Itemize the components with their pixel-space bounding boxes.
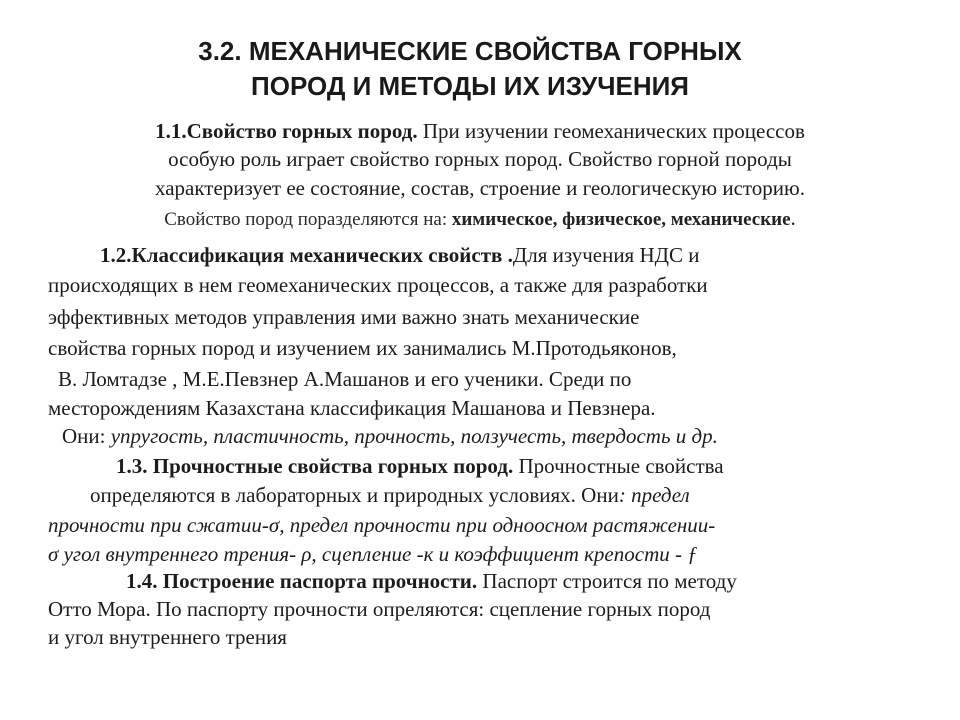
section-2-line-5: В. Ломтадзе , М.Е.Певзнер А.Машанов и его ученики. Среди по xyxy=(58,367,632,391)
section-2-line-2: происходящих в нем геомеханических процессов, а также для разработки xyxy=(48,273,708,297)
section-2-line-1-text: Для изучения НДС и xyxy=(512,243,700,267)
section-2-line-7-lead: Они: xyxy=(62,424,111,448)
section-3-line-2 xyxy=(90,482,690,509)
section-3-line-1 xyxy=(116,453,724,480)
section-2-line-4: свойства горных пород и изучением их занимались М.Протодьяконов, xyxy=(48,336,677,360)
page-title-line-1: 3.2. МЕХАНИЧЕСКИЕ СВОЙСТВА ГОРНЫХ xyxy=(198,36,742,66)
section-1-line-1 xyxy=(0,118,960,145)
page-title-line-2: ПОРОД И МЕТОДЫ ИХ ИЗУЧЕНИЯ xyxy=(251,71,689,101)
section-3-heading: 1.3. Прочностные свойства горных пород. xyxy=(116,454,514,478)
section-3-line-3-text: прочности при сжатии-σ, предел прочности при одноосном растяжении- xyxy=(48,513,716,537)
section-2-line-6: месторождениям Казахстана классификация Машанова и Певзнера. xyxy=(48,396,656,420)
section-1-heading: 1.1.Свойство горных пород. xyxy=(155,119,418,143)
properties-list: упругость, пластичность, прочность, ползучесть, твердость и др. xyxy=(110,424,718,448)
section-3-line-2-italic: : предел xyxy=(618,483,690,507)
section-4-line-3: и угол внутреннего трения xyxy=(48,625,287,649)
property-types: химическое, физическое, механические xyxy=(451,209,791,230)
section-1-line-4 xyxy=(0,205,960,233)
section-4-line-1 xyxy=(126,568,737,595)
section-2-line-3: эффективных методов управления ими важно знать механические xyxy=(48,305,640,329)
section-1-line-3: характеризует ее состояние, состав, строение и геологическую историю. xyxy=(155,176,805,200)
section-3-line-3 xyxy=(48,512,715,539)
section-1-line-2: особую роль играет свойство горных пород. Свойство горной породы xyxy=(168,147,792,171)
section-1-line-1-text: При изучении геомеханических процессов xyxy=(417,119,805,143)
section-3-line-2-text: определяются в лабораторных и природных условиях. Они xyxy=(90,483,619,507)
section-2-line-7 xyxy=(62,423,718,450)
section-3-line-4 xyxy=(48,541,698,568)
section-2-line-1 xyxy=(100,242,699,269)
section-3-line-4-text: σ угол внутреннего трения- ρ, сцепление -к и коэффициент крепости - ƒ xyxy=(48,542,698,566)
page-title xyxy=(0,34,940,104)
section-3-line-1-text: Прочностные свойства xyxy=(513,454,724,478)
section-2-heading: 1.2.Классификация механических свойств . xyxy=(100,243,513,267)
section-1-line-4-end: . xyxy=(790,206,796,230)
section-1-line-4-text: Свойство пород поразделяются на: xyxy=(164,209,452,230)
section-4-heading: 1.4. Построение паспорта прочности. xyxy=(126,569,478,593)
section-4-line-1-text: Паспорт строится по методу xyxy=(477,569,737,593)
section-4-line-2: Отто Мора. По паспорту прочности опреляются: сцепление горных пород xyxy=(48,597,711,621)
